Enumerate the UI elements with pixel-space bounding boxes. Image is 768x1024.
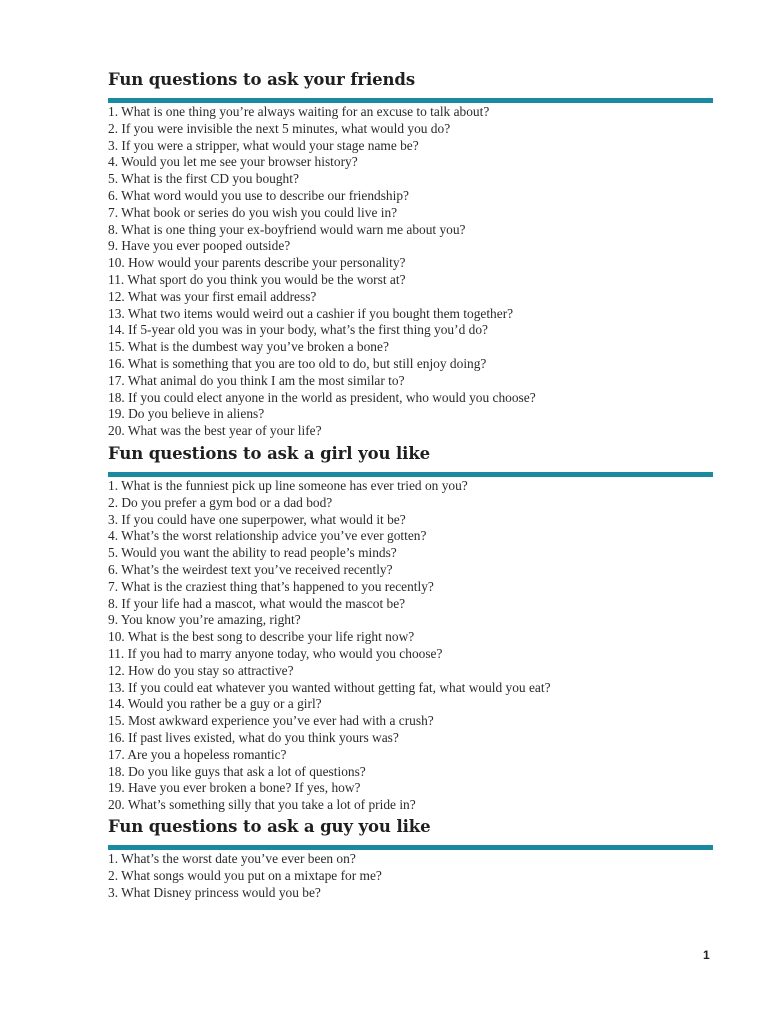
page-number: 1 <box>703 948 710 962</box>
question-item: 8. If your life had a mascot, what would the mascot be? <box>108 595 406 611</box>
question-item: 10. What is the best song to describe your life right now? <box>108 629 415 645</box>
question-item: 3. If you could have one superpower, what would it be? <box>108 511 406 527</box>
question-list <box>108 478 713 814</box>
question-item: 7. What is the craziest thing that’s happened to you recently? <box>108 578 434 594</box>
question-item: 18. If you could elect anyone in the world as president, who would you choose? <box>108 389 536 405</box>
question-item: 9. You know you’re amazing, right? <box>108 612 301 628</box>
question-item: 6. What word would you use to describe our friendship? <box>108 187 409 203</box>
question-item: 19. Do you believe in aliens? <box>108 406 265 422</box>
section-guy <box>108 816 713 901</box>
question-item: 3. What Disney princess would you be? <box>108 884 321 900</box>
question-item: 13. If you could eat whatever you wanted without getting fat, what would you eat? <box>108 679 551 695</box>
question-item: 18. Do you like guys that ask a lot of questions? <box>108 763 366 779</box>
question-item: 17. What animal do you think I am the most similar to? <box>108 372 405 388</box>
question-item: 4. Would you let me see your browser history? <box>108 154 358 170</box>
question-item: 7. What book or series do you wish you could live in? <box>108 204 398 220</box>
question-list <box>108 851 713 901</box>
question-item: 15. Most awkward experience you’ve ever had with a crush? <box>108 713 434 729</box>
question-item: 3. If you were a stripper, what would your stage name be? <box>108 137 419 153</box>
question-item: 6. What’s the weirdest text you’ve received recently? <box>108 561 393 577</box>
question-item: 11. What sport do you think you would be the worst at? <box>108 271 406 287</box>
question-item: 12. What was your first email address? <box>108 288 317 304</box>
question-item: 14. Would you rather be a guy or a girl? <box>108 696 322 712</box>
question-item: 20. What’s something silly that you take a lot of pride in? <box>108 797 416 813</box>
question-list <box>108 104 713 440</box>
question-item: 19. Have you ever broken a bone? If yes, how? <box>108 780 361 796</box>
section-divider <box>108 845 713 850</box>
question-item: 13. What two items would weird out a cashier if you bought them together? <box>108 305 514 321</box>
section-girl <box>108 443 713 814</box>
section-divider <box>108 472 713 477</box>
question-item: 16. If past lives existed, what do you think yours was? <box>108 729 399 745</box>
question-item: 10. How would your parents describe your personality? <box>108 255 406 271</box>
question-item: 1. What is one thing you’re always waiting for an excuse to talk about? <box>108 104 490 119</box>
question-item: 1. What is the funniest pick up line someone has ever tried on you? <box>108 478 468 493</box>
section-heading: Fun questions to ask a girl you like <box>108 444 431 463</box>
section-divider <box>108 98 713 103</box>
question-item: 1. What’s the worst date you’ve ever been on? <box>108 851 356 866</box>
question-item: 17. Are you a hopeless romantic? <box>108 746 287 762</box>
question-item: 20. What was the best year of your life? <box>108 423 322 439</box>
question-item: 14. If 5-year old you was in your body, what’s the first thing you’d do? <box>108 322 488 338</box>
question-item: 2. What songs would you put on a mixtape for me? <box>108 867 382 883</box>
question-item: 9. Have you ever pooped outside? <box>108 238 291 254</box>
section-heading: Fun questions to ask a guy you like <box>108 817 431 836</box>
question-item: 2. Do you prefer a gym bod or a dad bod? <box>108 494 333 510</box>
question-item: 8. What is one thing your ex-boyfriend would warn me about you? <box>108 221 466 237</box>
section-heading: Fun questions to ask your friends <box>108 70 416 89</box>
question-item: 12. How do you stay so attractive? <box>108 662 294 678</box>
question-item: 5. What is the first CD you bought? <box>108 171 299 187</box>
question-item: 2. If you were invisible the next 5 minutes, what would you do? <box>108 120 451 136</box>
question-item: 4. What’s the worst relationship advice you’ve ever gotten? <box>108 528 427 544</box>
question-item: 11. If you had to marry anyone today, who would you choose? <box>108 645 443 661</box>
section-friends <box>108 69 713 440</box>
question-item: 15. What is the dumbest way you’ve broken a bone? <box>108 339 389 355</box>
question-item: 16. What is something that you are too old to do, but still enjoy doing? <box>108 355 487 371</box>
question-item: 5. Would you want the ability to read people’s minds? <box>108 545 397 561</box>
